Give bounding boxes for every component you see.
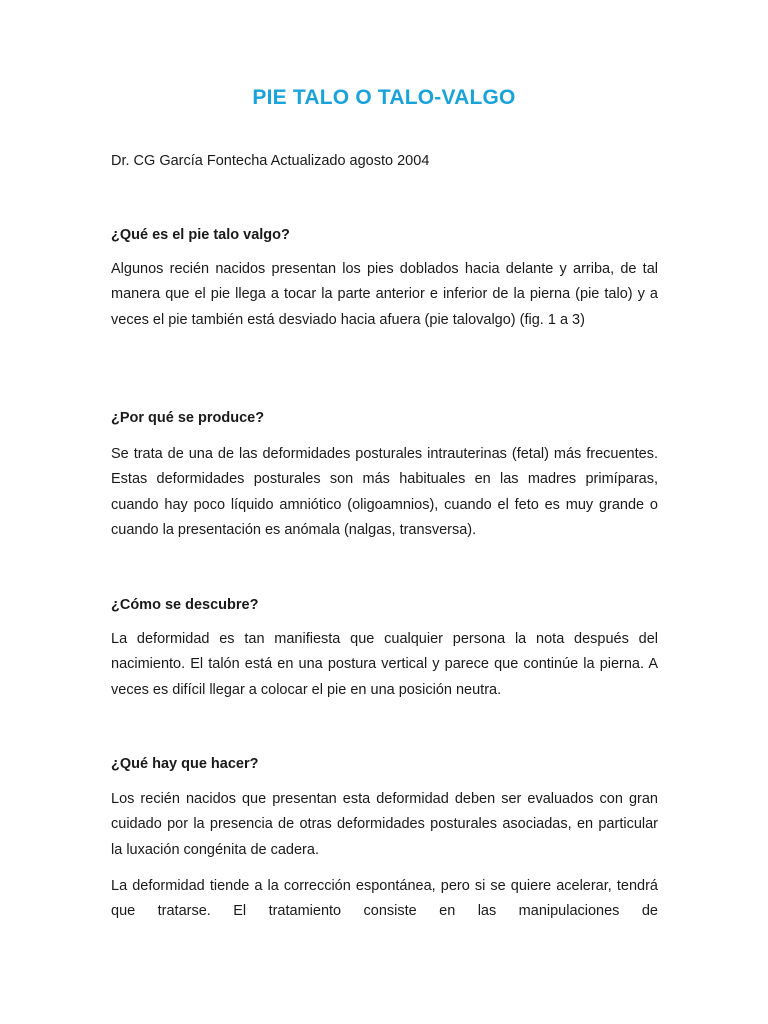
section-paragraph-what-to-do-1: Los recién nacidos que presentan esta deformidad deben ser evaluados con gran cuidado por la presencia de otras deformidades posturales asociadas, en particular la luxación congénita de cadera. bbox=[111, 791, 658, 858]
section-heading-what-to-do: ¿Qué hay que hacer? bbox=[111, 756, 259, 772]
section-heading-why: ¿Por qué se produce? bbox=[111, 410, 265, 426]
section-paragraph-what-to-do-2: La deformidad tiende a la corrección espontánea, pero si se quiere acelerar, tendrá que tratarse. El tratamiento consiste en las manipulaciones de bbox=[111, 878, 658, 920]
section-heading-how-discovered: ¿Cómo se descubre? bbox=[111, 597, 259, 613]
section-paragraph-why: Se trata de una de las deformidades posturales intrauterinas (fetal) más frecuentes. Estas deformidades posturales son más habituales en las madres primíparas, cuando hay poco líquido amniótico (oligoamnios), cuando el feto es muy grande o cuando la presentación es anómala (nalgas, transversa). bbox=[111, 446, 658, 538]
section-paragraph-what-is: Algunos recién nacidos presentan los pies doblados hacia delante y arriba, de tal manera que el pie llega a tocar la parte anterior e inferior de la pierna (pie talo) y a veces el pie también está desviado hacia afuera (pie talovalgo) (fig. 1 a 3) bbox=[111, 261, 658, 328]
section-paragraph-how-discovered: La deformidad es tan manifiesta que cualquier persona la nota después del nacimiento. El talón está en una postura vertical y parece que continúe la pierna. A veces es difícil llegar a colocar el pie en una posición neutra. bbox=[111, 631, 658, 698]
document-title: PIE TALO O TALO-VALGO bbox=[252, 86, 516, 109]
author-byline: Dr. CG García Fontecha Actualizado agosto 2004 bbox=[111, 153, 430, 169]
section-heading-what-is: ¿Qué es el pie talo valgo? bbox=[111, 227, 290, 243]
